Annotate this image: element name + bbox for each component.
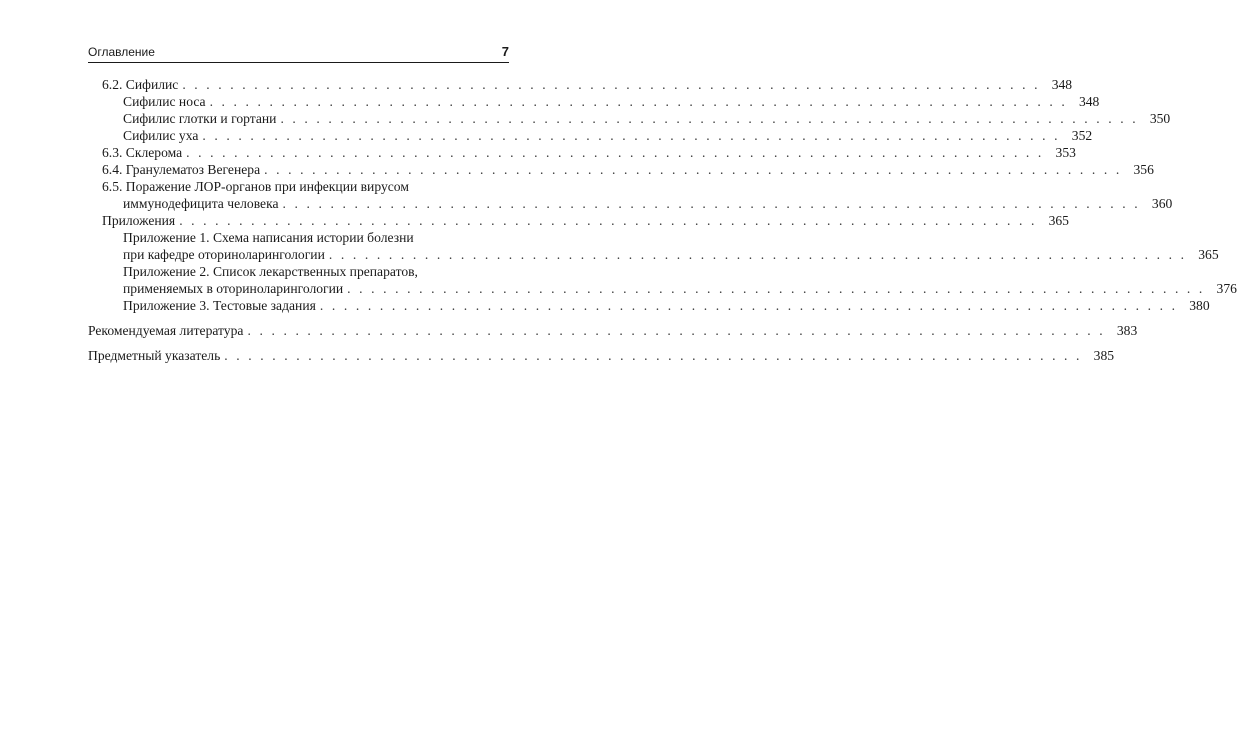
toc-entry-title: при кафедре оториноларингологии <box>123 247 325 262</box>
toc-entry-title: Предметный указатель <box>88 348 221 363</box>
toc-entry-syphilis-ear[interactable] <box>123 127 1093 144</box>
toc-entry-title: Сифилис глотки и гортани <box>123 111 277 126</box>
toc-dot-leader: . . . . . . . . . . . . . . . . . . . . . . . . . . . . . . . . . . . . . . . . . . . . . . . . . . . . . . . . . . . . . . . . . . . . . . . . <box>186 145 1044 160</box>
toc-entry-hiv[interactable] <box>123 195 1173 212</box>
toc-entry-index[interactable] <box>88 347 1115 364</box>
toc-dot-leader: . . . . . . . . . . . . . . . . . . . . . . . . . . . . . . . . . . . . . . . . . . . . . . . . . . . . . . . . . . . . . . . . . . . . . . . . <box>182 77 1041 92</box>
toc-dot-leader: . . . . . . . . . . . . . . . . . . . . . . . . . . . . . . . . . . . . . . . . . . . . . . . . . . . . . . . . . . . . . . . . . . . . . . . . <box>319 298 1178 313</box>
toc-dot-leader: . . . . . . . . . . . . . . . . . . . . . . . . . . . . . . . . . . . . . . . . . . . . . . . . . . . . . . . . . . . . . . . . . . . . . . . . <box>202 128 1061 143</box>
toc-page-number: 365 <box>1198 247 1219 262</box>
toc-dot-leader: . . . . . . . . . . . . . . . . . . . . . . . . . . . . . . . . . . . . . . . . . . . . . . . . . . . . . . . . . . . . . . . . . . . . . . . . <box>264 162 1122 177</box>
toc-page-number: 350 <box>1149 111 1171 126</box>
toc-entry-title: Сифилис уха <box>123 128 199 143</box>
toc-dot-leader: . . . . . . . . . . . . . . . . . . . . . . . . . . . . . . . . . . . . . . . . . . . . . . . . . . . . . . . . . . . . . . . . . . . . . . . . <box>280 111 1139 126</box>
toc-entry-appendix1-line1[interactable]: Приложение 1. Схема написания истории болезни <box>123 230 414 245</box>
toc-page-number: 353 <box>1055 145 1076 160</box>
toc-entry-syphilis-throat[interactable] <box>123 110 1171 127</box>
toc-entry-appendices[interactable] <box>102 212 1069 229</box>
toc-dot-leader: . . . . . . . . . . . . . . . . . . . . . . . . . . . . . . . . . . . . . . . . . . . . . . . . . . . . . . . . . . . . . . . . . . . . . . . . <box>224 348 1083 363</box>
toc-entry-literature[interactable] <box>88 322 1138 339</box>
toc-entry-appendix2-line1[interactable]: Приложение 2. Список лекарственных препаратов, <box>123 264 418 279</box>
toc-page-number: 348 <box>1078 94 1100 109</box>
toc-dot-leader: . . . . . . . . . . . . . . . . . . . . . . . . . . . . . . . . . . . . . . . . . . . . . . . . . . . . . . . . . . . . . . . . . . . . . . . . <box>282 196 1141 211</box>
toc-dot-leader: . . . . . . . . . . . . . . . . . . . . . . . . . . . . . . . . . . . . . . . . . . . . . . . . . . . . . . . . . . . . . . . . . . . . . . . . <box>209 94 1068 109</box>
running-head-title: Оглавление <box>88 45 155 59</box>
toc-page-number: 348 <box>1051 77 1073 92</box>
toc-entry-title: 6.4. Гранулематоз Вегенера <box>102 162 261 177</box>
toc-entry-title: Рекомендуемая литература <box>88 323 244 338</box>
toc-entry-title: Сифилис носа <box>123 94 206 109</box>
toc-entry-title: 6.2. Сифилис <box>102 77 179 92</box>
toc-entry-syphilis-nose[interactable] <box>123 93 1100 110</box>
toc-page-number: 360 <box>1151 196 1173 211</box>
toc-entry-hiv-line1[interactable]: 6.5. Поражение ЛОР-органов при инфекции вирусом <box>102 179 409 194</box>
toc-entry-appendix1[interactable] <box>123 246 1219 263</box>
toc-page-number: 365 <box>1048 213 1069 228</box>
toc-dot-leader: . . . . . . . . . . . . . . . . . . . . . . . . . . . . . . . . . . . . . . . . . . . . . . . . . . . . . . . . . . . . . . . . . . . . . . . . <box>179 213 1037 228</box>
toc-entry-title: иммунодефицита человека <box>123 196 279 211</box>
toc-entry-scleroma[interactable] <box>102 144 1076 161</box>
toc-page-number: 383 <box>1116 323 1138 338</box>
toc-entry-title: 6.3. Склерома <box>102 145 183 160</box>
toc-entry-title: Приложение 3. Тестовые задания <box>123 298 316 313</box>
toc-page-number: 352 <box>1071 128 1093 143</box>
toc-entry-title: применяемых в оториноларингологии <box>123 281 344 296</box>
toc-page-number: 385 <box>1093 348 1115 363</box>
toc-page-number: 380 <box>1189 298 1210 313</box>
toc-entry-syphilis[interactable] <box>102 76 1073 93</box>
toc-dot-leader: . . . . . . . . . . . . . . . . . . . . . . . . . . . . . . . . . . . . . . . . . . . . . . . . . . . . . . . . . . . . . . . . . . . . . . . . <box>247 323 1106 338</box>
toc-entry-appendix2[interactable] <box>123 280 1237 297</box>
toc-page-number: 376 <box>1216 281 1237 296</box>
toc-page-number: 356 <box>1133 162 1154 177</box>
toc-entry-title: Приложения <box>102 213 176 228</box>
toc-dot-leader: . . . . . . . . . . . . . . . . . . . . . . . . . . . . . . . . . . . . . . . . . . . . . . . . . . . . . . . . . . . . . . . . . . . . . . . . <box>328 247 1187 262</box>
toc-entry-wegener[interactable] <box>102 161 1154 178</box>
toc-entry-appendix3[interactable] <box>123 297 1210 314</box>
toc-dot-leader: . . . . . . . . . . . . . . . . . . . . . . . . . . . . . . . . . . . . . . . . . . . . . . . . . . . . . . . . . . . . . . . . . . . . . . . . <box>347 281 1205 296</box>
page-number: 7 <box>501 44 509 59</box>
